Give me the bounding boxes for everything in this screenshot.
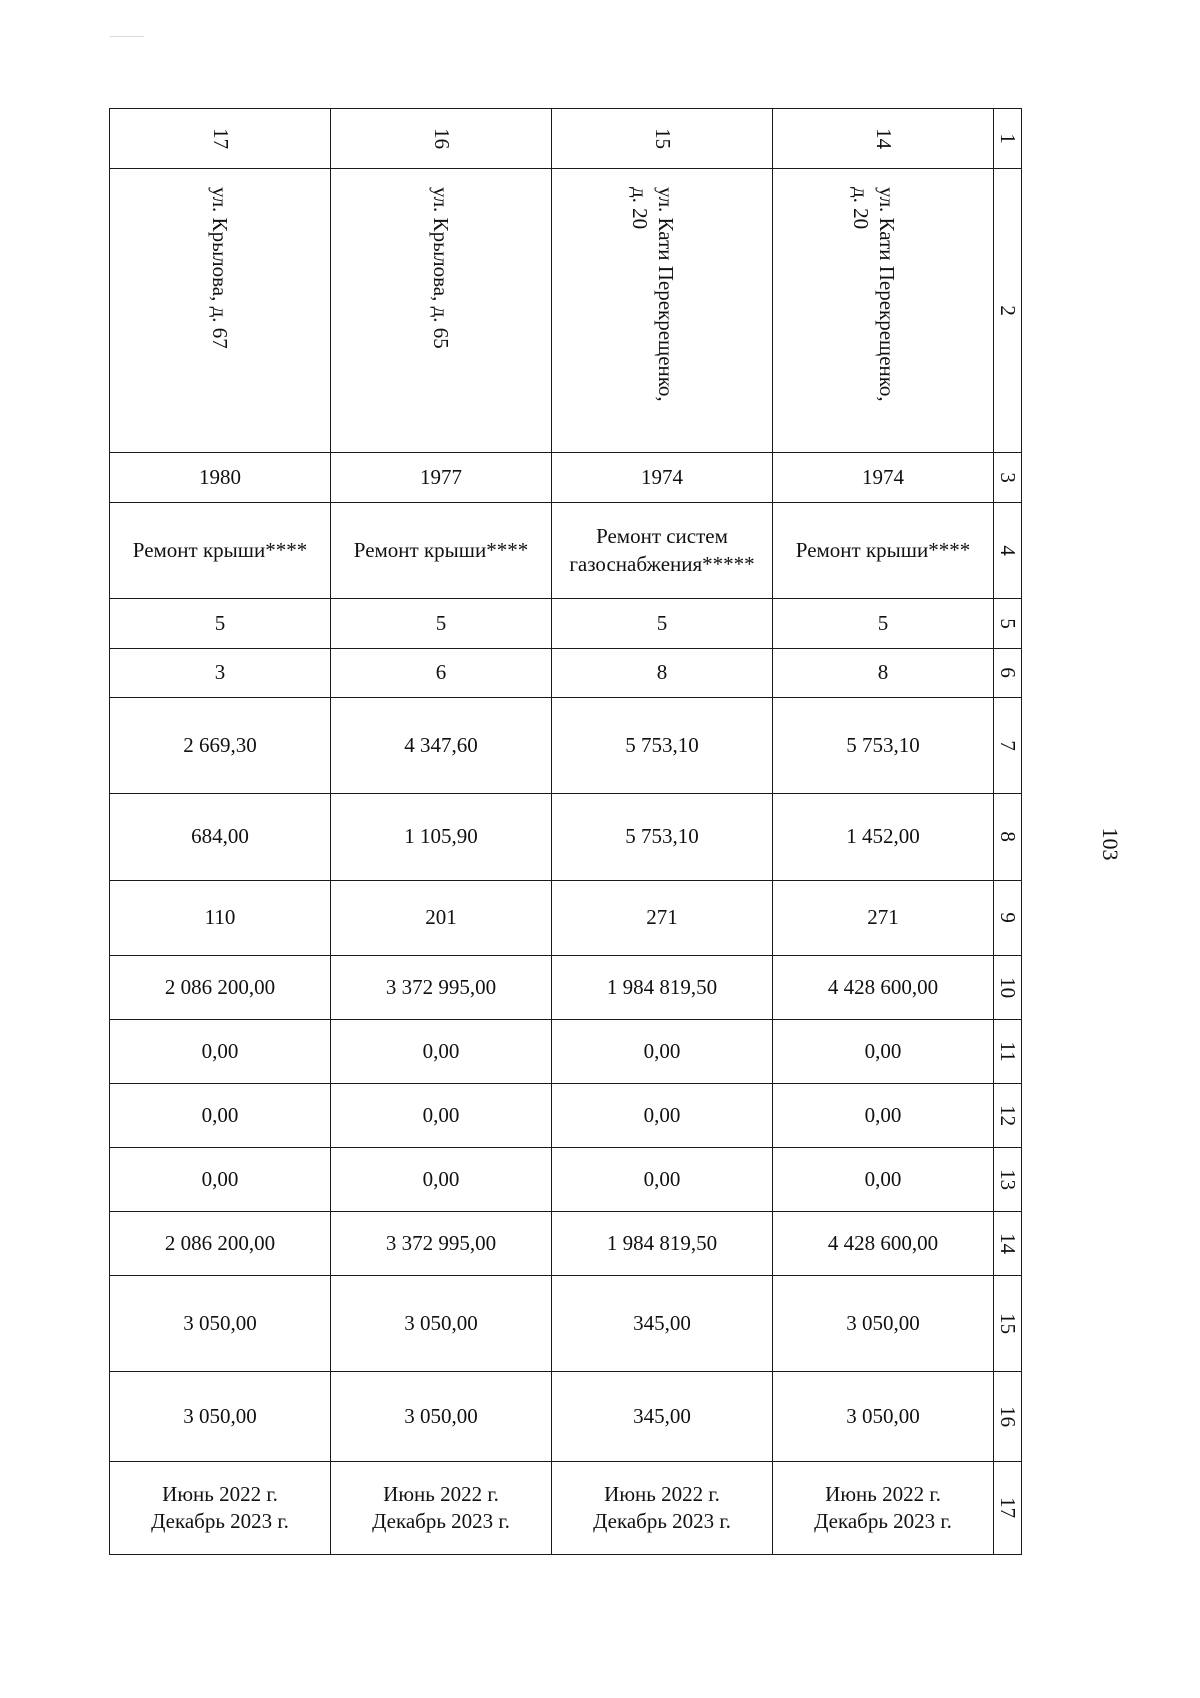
value-cell: 3 050,00 (331, 1276, 552, 1372)
column-index: 15 (996, 1312, 1021, 1334)
column-index: 3 (996, 472, 1021, 483)
row-number-cell (110, 109, 331, 169)
value-cell: 5 (773, 599, 994, 649)
row-number-cell (773, 109, 994, 169)
dates-cell (773, 1462, 994, 1555)
row-number: 14 (871, 127, 896, 149)
value-cell: 2 086 200,00 (110, 1212, 331, 1276)
column-index-cell (994, 794, 1022, 881)
value-cell: 1 984 819,50 (552, 1212, 773, 1276)
value-cell: 1 984 819,50 (552, 956, 773, 1020)
value-cell: 0,00 (552, 1020, 773, 1084)
band-col13 (110, 1148, 1022, 1212)
year-cell: 1980 (110, 453, 331, 503)
work-type-cell: Ремонт крыши**** (110, 503, 331, 599)
end-date: Декабрь 2023 г. (372, 1509, 510, 1533)
value-cell: 3 050,00 (110, 1276, 331, 1372)
column-index: 6 (996, 667, 1021, 679)
dates-cell (552, 1462, 773, 1555)
band-col8 (110, 794, 1022, 881)
start-date: Июнь 2022 г. (825, 1481, 941, 1506)
address-cell (110, 169, 331, 453)
value-cell: 1 105,90 (331, 794, 552, 881)
column-index: 16 (996, 1405, 1021, 1427)
value-cell: 3 050,00 (331, 1372, 552, 1462)
address-cell (552, 169, 773, 453)
work-type-cell: Ремонт крыши**** (773, 503, 994, 599)
value-cell: 271 (773, 881, 994, 956)
address-cell (773, 169, 994, 453)
band-col5 (110, 599, 1022, 649)
value-cell: 684,00 (110, 794, 331, 881)
column-index: 14 (996, 1232, 1021, 1254)
end-date: Декабрь 2023 г. (151, 1509, 289, 1533)
column-index-cell (994, 1372, 1022, 1462)
column-index-cell (994, 169, 1022, 453)
row-number: 16 (429, 127, 454, 149)
column-index-cell (994, 698, 1022, 794)
column-index-cell (994, 1462, 1022, 1555)
value-cell: 8 (552, 649, 773, 698)
year-cell: 1974 (552, 453, 773, 503)
value-cell: 3 372 995,00 (331, 1212, 552, 1276)
band-year (110, 453, 1022, 503)
dates-cell (331, 1462, 552, 1555)
value-cell: 6 (331, 649, 552, 698)
band-work-type (110, 503, 1022, 599)
value-cell: 8 (773, 649, 994, 698)
address-text: ул. Кати Перекрещенко, д. 20 (628, 187, 679, 402)
band-col10 (110, 956, 1022, 1020)
column-index-cell (994, 109, 1022, 169)
value-cell: 0,00 (552, 1084, 773, 1148)
column-index-cell (994, 453, 1022, 503)
value-cell: 3 (110, 649, 331, 698)
value-cell: 5 (331, 599, 552, 649)
band-col12 (110, 1084, 1022, 1148)
end-date: Декабрь 2023 г. (593, 1509, 731, 1533)
column-index-cell (994, 881, 1022, 956)
work-type-cell: Ремонт крыши**** (331, 503, 552, 599)
value-cell: 0,00 (331, 1084, 552, 1148)
column-index-cell (994, 649, 1022, 698)
value-cell: 2 086 200,00 (110, 956, 331, 1020)
address-text: ул. Кати Перекрещенко, д. 20 (849, 187, 900, 402)
row-number: 15 (650, 127, 675, 149)
column-index-cell (994, 1020, 1022, 1084)
value-cell: 271 (552, 881, 773, 956)
band-col7 (110, 698, 1022, 794)
value-cell: 3 050,00 (110, 1372, 331, 1462)
value-cell: 0,00 (110, 1148, 331, 1212)
work-type-cell: Ремонт систем газоснабжения***** (552, 503, 773, 599)
column-index-cell (994, 1212, 1022, 1276)
value-cell: 5 753,10 (552, 698, 773, 794)
column-index: 12 (996, 1104, 1021, 1126)
year-cell: 1974 (773, 453, 994, 503)
address-text: ул. Крылова, д. 67 (208, 187, 232, 349)
value-cell: 0,00 (773, 1020, 994, 1084)
column-index-cell (994, 956, 1022, 1020)
value-cell: 0,00 (773, 1148, 994, 1212)
value-cell: 1 452,00 (773, 794, 994, 881)
year-cell: 1977 (331, 453, 552, 503)
column-index: 13 (996, 1168, 1021, 1190)
start-date: Июнь 2022 г. (604, 1481, 720, 1506)
address-cell (331, 169, 552, 453)
start-date: Июнь 2022 г. (162, 1481, 278, 1506)
column-index: 7 (996, 740, 1021, 751)
column-index: 2 (996, 305, 1021, 316)
band-col14 (110, 1212, 1022, 1276)
column-index: 5 (996, 618, 1021, 629)
value-cell: 345,00 (552, 1276, 773, 1372)
value-cell: 0,00 (773, 1084, 994, 1148)
column-index-cell (994, 1276, 1022, 1372)
value-cell: 4 428 600,00 (773, 956, 994, 1020)
column-index-cell (994, 1084, 1022, 1148)
value-cell: 5 (110, 599, 331, 649)
value-cell: 0,00 (331, 1020, 552, 1084)
value-cell: 4 347,60 (331, 698, 552, 794)
column-index-cell (994, 1148, 1022, 1212)
band-dates (110, 1462, 1022, 1555)
column-index: 8 (996, 831, 1021, 843)
band-col15 (110, 1276, 1022, 1372)
value-cell: 3 050,00 (773, 1372, 994, 1462)
value-cell: 0,00 (331, 1148, 552, 1212)
row-number: 17 (208, 127, 233, 149)
value-cell: 3 372 995,00 (331, 956, 552, 1020)
value-cell: 5 753,10 (773, 698, 994, 794)
value-cell: 4 428 600,00 (773, 1212, 994, 1276)
column-index-cell (994, 599, 1022, 649)
value-cell: 3 050,00 (773, 1276, 994, 1372)
start-date: Июнь 2022 г. (383, 1481, 499, 1506)
value-cell: 2 669,30 (110, 698, 331, 794)
column-index: 11 (996, 1041, 1021, 1062)
column-index-cell (994, 503, 1022, 599)
column-index: 4 (996, 545, 1021, 556)
band-col6 (110, 649, 1022, 698)
value-cell: 201 (331, 881, 552, 956)
column-index: 10 (996, 976, 1021, 998)
band-col16 (110, 1372, 1022, 1462)
end-date: Декабрь 2023 г. (814, 1509, 952, 1533)
value-cell: 5 (552, 599, 773, 649)
value-cell: 0,00 (110, 1084, 331, 1148)
value-cell: 5 753,10 (552, 794, 773, 881)
row-number-cell (552, 109, 773, 169)
band-row-number (110, 109, 1022, 169)
column-index: 9 (996, 912, 1021, 924)
row-number-cell (331, 109, 552, 169)
band-col11 (110, 1020, 1022, 1084)
repair-registry-table (109, 108, 1022, 1555)
value-cell: 110 (110, 881, 331, 956)
band-col9 (110, 881, 1022, 956)
scan-artifact (110, 36, 144, 37)
column-index: 1 (996, 133, 1021, 144)
dates-cell (110, 1462, 331, 1555)
value-cell: 345,00 (552, 1372, 773, 1462)
value-cell: 0,00 (110, 1020, 331, 1084)
column-index: 17 (996, 1497, 1021, 1519)
address-text: ул. Крылова, д. 65 (429, 187, 453, 349)
value-cell: 0,00 (552, 1148, 773, 1212)
page-number: 103 (1098, 827, 1123, 861)
band-address (110, 169, 1022, 453)
